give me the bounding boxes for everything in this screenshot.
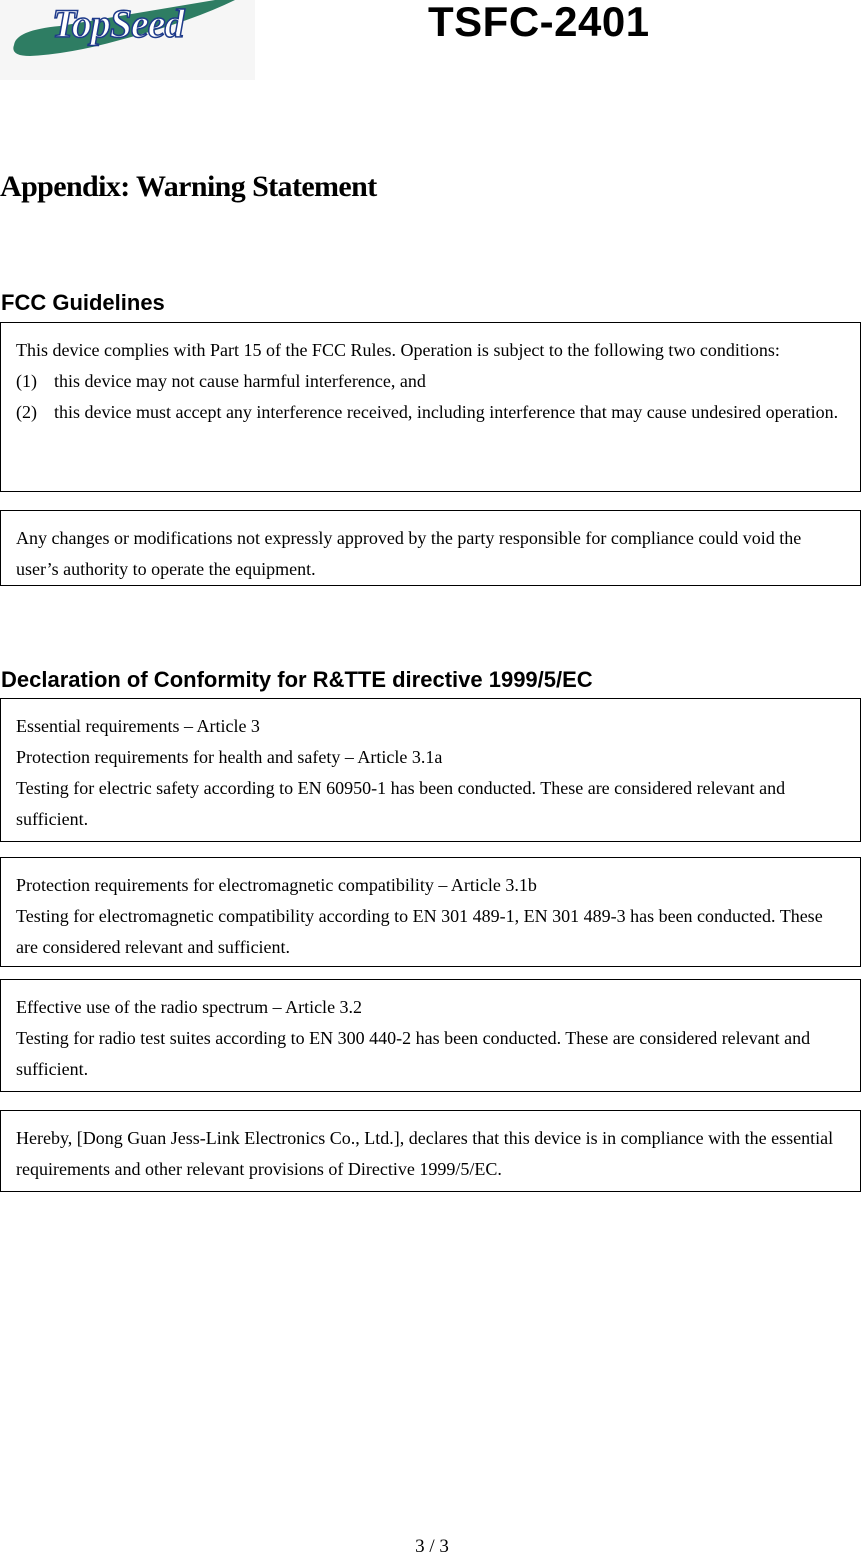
fcc-conditions-box [0,322,861,492]
condition-text: this device may not cause harmful interference, and [54,371,426,391]
radio-testing-text: Testing for radio test suites according to EN 300 440-2 has been conducted. These are considered relevant and sufficient. [16,1028,811,1079]
condition-text: this device must accept any interference received, including interference that may cause undesired operation. [54,402,839,422]
condition-number: (1) [16,371,37,391]
fcc-modifications-text: Any changes or modifications not expressly approved by the party responsible for compliance could void the user’s authority to operate the equipment. [16,528,802,579]
emc-box [0,857,861,967]
electric-safety-testing-text: Testing for electric safety according to EN 60950-1 has been conducted. These are considered relevant and sufficient. [16,778,786,829]
fcc-condition-1 [16,366,845,397]
fcc-modifications-box [0,510,861,586]
page-number: 3 / 3 [415,1536,449,1557]
emc-article-line: Protection requirements for electromagnetic compatibility – Article 3.1b [16,875,537,895]
declaration-box [0,1110,861,1192]
fcc-heading: FCC Guidelines [1,290,165,315]
topseed-logo [0,0,255,80]
fcc-condition-2 [16,397,845,428]
condition-number: (2) [16,402,37,422]
health-safety-line: Protection requirements for health and safety – Article 3.1a [16,747,443,767]
svg-text:TopSeed: TopSeed [52,1,184,46]
topseed-logo-graphic [0,0,255,80]
model-number: TSFC-2401 [428,0,650,45]
emc-testing-text: Testing for electromagnetic compatibility according to EN 301 489-1, EN 301 489-3 has been conducted. These are considered relevant and sufficient. [16,906,823,957]
radio-spectrum-box [0,979,861,1092]
radio-spectrum-article-line: Effective use of the radio spectrum – Article 3.2 [16,997,363,1017]
appendix-title: Appendix: Warning Statement [0,170,377,203]
fcc-intro: This device complies with Part 15 of the FCC Rules. Operation is subject to the following two conditions: [16,340,780,360]
essential-requirements-box [0,698,861,842]
doc-heading: Declaration of Conformity for R&TTE directive 1999/5/EC [1,667,593,692]
declaration-text: Hereby, [Dong Guan Jess-Link Electronics Co., Ltd.], declares that this device is in compliance with the essential requirements and other relevant provisions of Directive 1999/5/EC. [16,1128,834,1179]
essential-requirements-line: Essential requirements – Article 3 [16,716,260,736]
